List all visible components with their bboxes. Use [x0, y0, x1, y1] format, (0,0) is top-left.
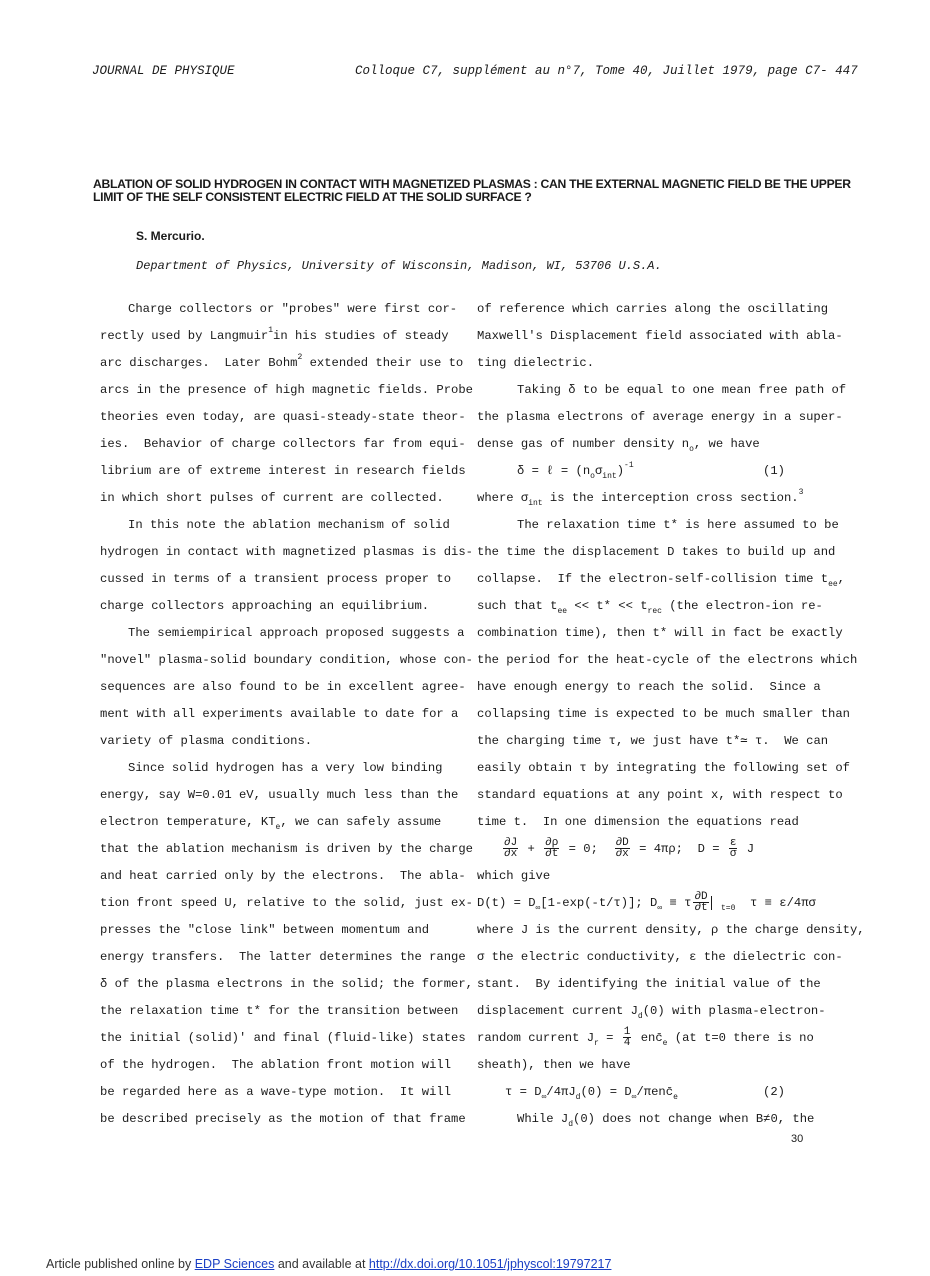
author-affiliation: Department of Physics, University of Wisconsin, Madison, WI, 53706 U.S.A. — [136, 259, 662, 273]
text-line: stant. By identifying the initial value of the — [477, 977, 821, 991]
equation-1: δ = ℓ = $(n_o\sigma_{int})^{-1}$ (1) — [477, 458, 847, 485]
text-line: displacement current $J_d(0)$ with plasma-electron- — [477, 1004, 826, 1021]
page-number: 30 — [791, 1133, 804, 1145]
text-line: σ the electric conductivity, ε the dielectric con- — [477, 950, 843, 964]
text-line: arc discharges. Later Bohm$^2$ extended their use to — [100, 353, 464, 370]
text-line: arcs in the presence of high magnetic fields. Probe — [100, 383, 473, 397]
text-line: librium are of extreme interest in research fields — [100, 464, 466, 478]
author-name: S. Mercurio. — [136, 229, 205, 243]
text-line: theories even today, are quasi-steady-state theor- — [100, 410, 466, 424]
text-line: While $J_d(0)$ does not change when B≠0, the — [517, 1112, 815, 1129]
text-line: time t. In one dimension the equations read — [477, 815, 799, 829]
text-line: δ of the plasma electrons in the solid; the former, — [100, 977, 473, 991]
text-line: collapse. If the electron-self-collision time $t_{ee}$, — [477, 572, 845, 589]
text-line: and heat carried only by the electrons. The abla- — [100, 869, 466, 883]
text-line: Maxwell's Displacement field associated with abla- — [477, 329, 843, 343]
text-line: be described precisely as the motion of that frame — [100, 1112, 466, 1126]
text-line: which give — [477, 869, 551, 883]
text-line: rectly used by Langmuir$^1$in his studies of steady — [100, 326, 449, 343]
text-line: standard equations at any point x, with respect to — [477, 788, 843, 802]
text-line: The relaxation time t* is here assumed to be — [517, 518, 839, 532]
text-line: the charging time τ, we just have t*≃ τ. We can — [477, 734, 829, 748]
text-line: sheath), then we have — [477, 1058, 631, 1072]
text-line: Taking δ to be equal to one mean free path of — [517, 383, 847, 397]
text-line: ting dielectric. — [477, 356, 595, 370]
text-line: energy transfers. The latter determines the range — [100, 950, 466, 964]
text-line: the time the displacement D takes to build up and — [477, 545, 836, 559]
text-line: charge collectors approaching an equilibrium. — [100, 599, 430, 613]
text-line: Charge collectors or "probes" were first cor- — [128, 302, 458, 316]
right-column — [477, 296, 865, 1133]
text-line: be regarded here as a wave-type motion. It will — [100, 1085, 452, 1099]
doi-link[interactable]: http://dx.doi.org/10.1051/jphyscol:19797217 — [368, 1257, 612, 1271]
text-line: the relaxation time t* for the transition between — [100, 1004, 459, 1018]
text-line: where J is the current density, ρ the charge density, — [477, 923, 865, 937]
displacement-equation: $D(t) = D_\infty[1-\exp(-t/\tau)]$; $D_\infty \equiv \tau$ $\frac{\partial D}{\partial t}$ $_{t=0}$ τ ≡ ε/4πσ — [477, 891, 816, 915]
text-line: ment with all experiments available to date for a — [100, 707, 459, 721]
text-line: the period for the heat-cycle of the electrons which — [477, 653, 858, 667]
text-line: dense gas of number density $n_o$, we have — [477, 437, 760, 454]
left-column — [100, 296, 473, 1133]
text-line: hydrogen in contact with magnetized plasmas is dis- — [100, 545, 473, 559]
text-line: combination time), then t* will in fact be exactly — [477, 626, 843, 640]
text-line: have enough energy to reach the solid. Since a — [477, 680, 821, 694]
text-line: tion front speed U, relative to the solid, just ex- — [100, 896, 473, 910]
text-line: easily obtain τ by integrating the following set of — [477, 761, 850, 775]
paper-title: ABLATION OF SOLID HYDROGEN IN CONTACT WITH MAGNETIZED PLASMAS : CAN THE EXTERNAL MAGNETIC FIELD BE THE UPPER LIMIT OF THE SELF CONSISTENT ELECTRIC FIELD AT THE SOLID SURFACE ? — [93, 177, 851, 204]
text-line: where $\sigma_{int}$ is the interception cross section.$^3$ — [477, 488, 804, 508]
text-line: The semiempirical approach proposed suggests a — [128, 626, 465, 640]
text-line: ies. Behavior of charge collectors far from equi- — [100, 437, 466, 451]
text-line: cussed in terms of a transient process proper to — [100, 572, 452, 586]
equation-number: (1) — [763, 464, 785, 478]
text-line: in which short pulses of current are collected. — [100, 491, 444, 505]
journal-name: JOURNAL DE PHYSIQUE — [92, 64, 235, 78]
text-line: energy, say W=0.01 eV, usually much less than the — [100, 788, 459, 802]
text-line: Since solid hydrogen has a very low binding — [128, 761, 443, 775]
text-line: of reference which carries along the oscillating — [477, 302, 829, 316]
text-line: sequences are also found to be in excellent agree- — [100, 680, 466, 694]
text-line: random current $J_r$ = $\frac{1}{4}$ $enc̄_e$ (at t=0 there is no — [477, 1026, 814, 1050]
text-line: presses the "close link" between momentum and — [100, 923, 430, 937]
text-line: electron temperature, $KT_e$, we can safely assume — [100, 815, 442, 832]
equation-2: $\tau = D_\infty/4\pi J_d(0)$ = $D_\infty/\pi enc̄_e$ (2) — [477, 1079, 847, 1106]
text-line: that the ablation mechanism is driven by the charge — [100, 842, 473, 856]
publication-footer: Article published online by EDP Sciences and available at http://dx.doi.org/10.1051/jphyscol:19797217 — [46, 1257, 612, 1271]
text-line: the plasma electrons of average energy in a super- — [477, 410, 843, 424]
continuity-equations: $\frac{\partial J}{\partial x}$ + $\frac{\partial\rho}{\partial t}$ = 0; $\frac{\partial D}{\partial x}$ = 4πρ; D = $\frac{\varepsilon}{\sigma}$ J — [504, 837, 755, 861]
text-line: collapsing time is expected to be much smaller than — [477, 707, 850, 721]
publisher-link[interactable]: EDP Sciences — [194, 1257, 275, 1271]
text-line: of the hydrogen. The ablation front motion will — [100, 1058, 452, 1072]
text-line: In this note the ablation mechanism of solid — [128, 518, 450, 532]
text-line: variety of plasma conditions. — [100, 734, 313, 748]
text-line: the initial (solid)' and final (fluid-like) states — [100, 1031, 466, 1045]
text-line: such that $t_{ee} << t* << t_{rec}$ (the electron-ion re- — [477, 599, 823, 616]
issue-citation: Colloque C7, supplément au n°7, Tome 40, Juillet 1979, page C7- 447 — [355, 64, 858, 78]
text-line: "novel" plasma-solid boundary condition, whose con- — [100, 653, 473, 667]
equation-number: (2) — [763, 1085, 785, 1099]
